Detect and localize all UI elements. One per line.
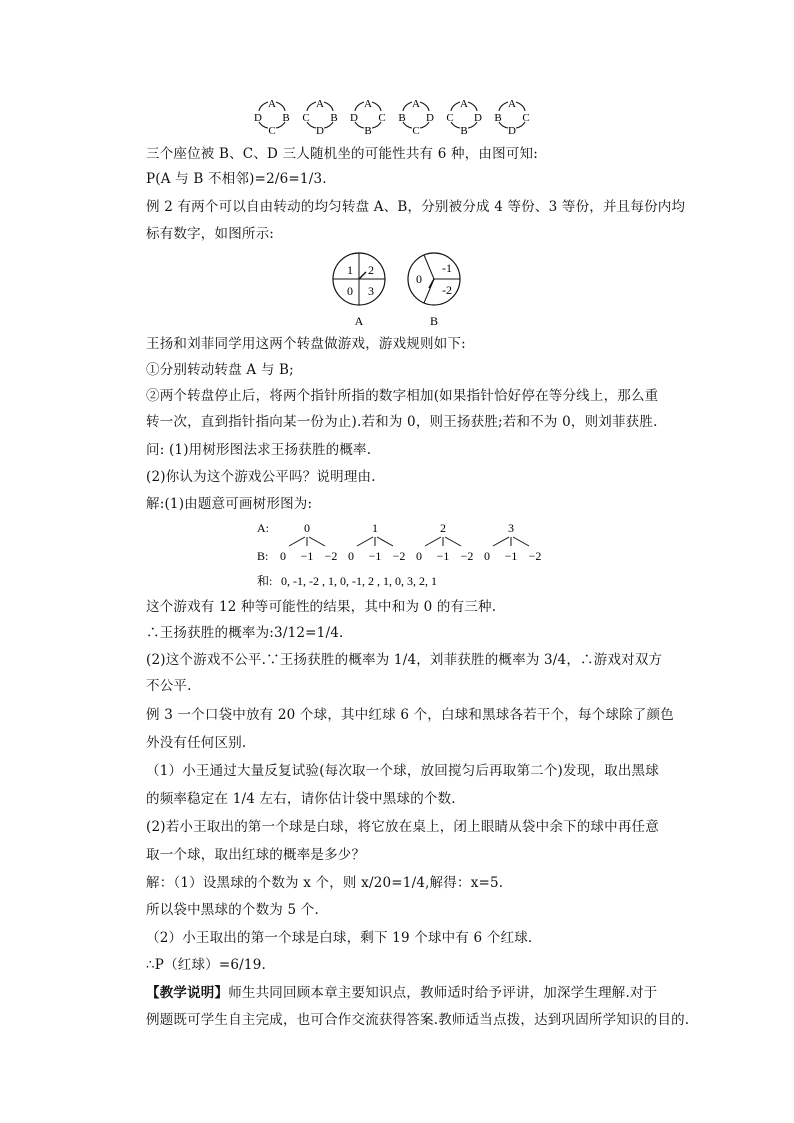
tree-node-b: −2 — [324, 549, 338, 563]
seat-arrow — [276, 102, 285, 111]
seat-arrow — [307, 102, 316, 111]
text-line: P(A 与 B 不相邻)=2/6=1/3. — [146, 171, 327, 187]
seat-arrow — [516, 102, 525, 111]
tree-node-b: −1 — [436, 549, 450, 563]
teaching-note-tag: 【教学说明】 — [146, 985, 229, 1001]
text-line: 转一次，直到指针指向某一份为止).若和为 0，则王扬获胜;若和不为 0，则刘菲获胜. — [146, 414, 658, 430]
seat-letter: C — [522, 112, 530, 124]
tree-node-a: 1 — [372, 521, 378, 535]
text-line: 问: (1)用树形图法求王扬获胜的概率. — [146, 442, 372, 458]
seat-letter: D — [474, 112, 482, 124]
seat-letter: B — [364, 125, 372, 136]
tree-branch — [377, 537, 393, 546]
spinner-b-number: -1 — [442, 261, 452, 275]
seat-letter: D — [254, 112, 262, 124]
text-line: （1）小王通过大量反复试验(每次取一个球，放回搅匀后再取第二个)发现，取出黑球 — [146, 763, 659, 779]
text-line: 的频率稳定在 1/4 左右，请你估计袋中黑球的个数. — [146, 791, 456, 807]
seat-letter: A — [316, 98, 324, 110]
tree-node-a: 2 — [440, 521, 446, 535]
seat-letter: C — [412, 125, 420, 136]
text-line: ∴P（红球）=6/19. — [146, 957, 266, 973]
tree-branch — [289, 537, 305, 546]
text-line: ①分别转动转盘 A 与 B; — [146, 362, 294, 378]
seat-letter: D — [350, 112, 358, 124]
tree-node-b: 0 — [348, 549, 354, 563]
seat-arrow — [324, 102, 333, 111]
tree-diagram — [255, 518, 555, 590]
seat-letter: C — [378, 112, 386, 124]
seating-diagrams — [250, 94, 550, 136]
seat-letter: C — [446, 112, 454, 124]
seat-arrow — [499, 102, 508, 111]
seat-letter: D — [426, 112, 434, 124]
seat-letter: B — [282, 112, 290, 124]
tree-sums: 0, -1, -2 , 1, 0, -1, 2 , 1, 0, 3, 2, 1 — [281, 574, 437, 588]
text-line: (2)你认为这个游戏公平吗？说明理由. — [146, 469, 376, 485]
seat-letter: B — [494, 112, 502, 124]
tree-node-b: 0 — [416, 549, 422, 563]
seat-letter: C — [302, 112, 310, 124]
seat-letter: A — [412, 98, 420, 110]
text-line — [146, 983, 657, 1003]
seating-diagram — [494, 98, 529, 136]
text-line: ②两个转盘停止后，将两个指针所指的数字相加(如果指针恰好停在等分线上，那么重 — [146, 388, 659, 404]
tree-node-a: 3 — [508, 521, 514, 535]
tree-node-a: 0 — [304, 521, 310, 535]
tree-row-b-label: B: — [257, 549, 269, 563]
text-line: 这个游戏有 12 种等可能性的结果，其中和为 0 的有三种. — [146, 599, 497, 615]
text-line: 标有数字，如图所示: — [146, 226, 275, 242]
seating-diagram — [398, 98, 434, 136]
text-line: 例题既可学生自主完成，也可合作交流获得答案.教师适当点拨，达到巩固所学知识的目的. — [146, 1012, 690, 1028]
text-line: 不公平. — [146, 678, 192, 694]
spinner-b — [408, 253, 460, 328]
tree-branch — [493, 537, 509, 546]
tree-branch — [309, 537, 325, 546]
tree-node-b: −1 — [504, 549, 518, 563]
tree-branch — [425, 537, 441, 546]
tree-node-b: −1 — [300, 549, 314, 563]
seating-diagram — [302, 98, 337, 136]
tree-node-b: 0 — [484, 549, 490, 563]
seating-diagram — [254, 98, 290, 136]
seat-letter: B — [398, 112, 406, 124]
tree-branch — [445, 537, 461, 546]
text-line: 例 2 有两个可以自由转动的均匀转盘 A、B，分别被分成 4 等份、3 等份，并且每份内均 — [146, 199, 686, 215]
text-line: 取一个球，取出红球的概率是多少？ — [146, 847, 366, 863]
seat-letter: C — [268, 125, 276, 136]
text-line: 解：（1）设黑球的个数为 x 个，则 x/20=1/4,解得：x=5. — [146, 875, 504, 891]
seat-letter: A — [460, 98, 468, 110]
seat-arrow — [468, 102, 477, 111]
text-line: 王扬和刘菲同学用这两个转盘做游戏，游戏规则如下: — [146, 336, 466, 352]
seat-letter: B — [330, 112, 338, 124]
seat-letter: A — [364, 98, 372, 110]
teaching-note-text: 师生共同回顾本章主要知识点，教师适时给予评讲，加深学生理解.对于 — [228, 985, 658, 1001]
tree-node-b: −2 — [392, 549, 406, 563]
spinner-a-number: 3 — [368, 284, 374, 298]
text-line: 三个座位被 B、C、D 三人随机坐的可能性共有 6 种，由图可知: — [146, 146, 538, 162]
tree-branch — [357, 537, 373, 546]
seat-letter: D — [508, 125, 516, 136]
tree-row-sum-label: 和: — [257, 574, 273, 588]
spinner-a-number: 1 — [347, 263, 353, 277]
tree-node-b: −2 — [528, 549, 542, 563]
spinner-b-label: B — [429, 314, 439, 328]
text-line: (2)若小王取出的第一个球是白球，将它放在桌上，闭上眼睛从袋中余下的球中再任意 — [146, 819, 659, 835]
seat-letter: A — [268, 98, 276, 110]
seat-arrow — [420, 102, 429, 111]
text-line: （2）小王取出的第一个球是白球，剩下 19 个球中有 6 个红球. — [146, 930, 533, 946]
tree-node-b: −1 — [368, 549, 382, 563]
spinner-b-number: -2 — [442, 283, 452, 297]
text-line: (2)这个游戏不公平.∵王扬获胜的概率为 1/4，刘菲获胜的概率为 3/4，∴游戏对双方 — [146, 652, 663, 668]
seat-letter: D — [316, 125, 324, 136]
seat-arrow — [259, 102, 268, 111]
text-line: ∴王扬获胜的概率为:3/12=1/4. — [146, 625, 344, 641]
spinner-a — [333, 253, 385, 328]
spinner-b-number: 0 — [416, 272, 422, 286]
seat-arrow — [355, 102, 364, 111]
text-line: 例 3 一个口袋中放有 20 个球，其中红球 6 个，白球和黑球各若干个，每个球除了颜色 — [146, 707, 674, 723]
seat-arrow — [403, 102, 412, 111]
seat-arrow — [372, 102, 381, 111]
text-line: 所以袋中黑球的个数为 5 个. — [146, 902, 319, 918]
spinner-a-number: 0 — [347, 284, 353, 298]
text-line: 解:(1)由题意可画树形图为: — [146, 496, 313, 512]
spinner-a-number: 2 — [368, 263, 374, 277]
tree-node-b: −2 — [460, 549, 474, 563]
text-line: 外没有任何区别. — [146, 735, 247, 751]
tree-branch — [513, 537, 529, 546]
spinners-figure — [330, 250, 470, 330]
seating-diagram — [350, 98, 386, 136]
tree-row-a-label: A: — [257, 521, 269, 535]
seat-arrow — [451, 102, 460, 111]
seat-letter: A — [508, 98, 516, 110]
spinner-a-label: A — [354, 314, 364, 328]
tree-node-b: 0 — [280, 549, 286, 563]
seat-letter: B — [460, 125, 468, 136]
seating-diagram — [446, 98, 482, 136]
